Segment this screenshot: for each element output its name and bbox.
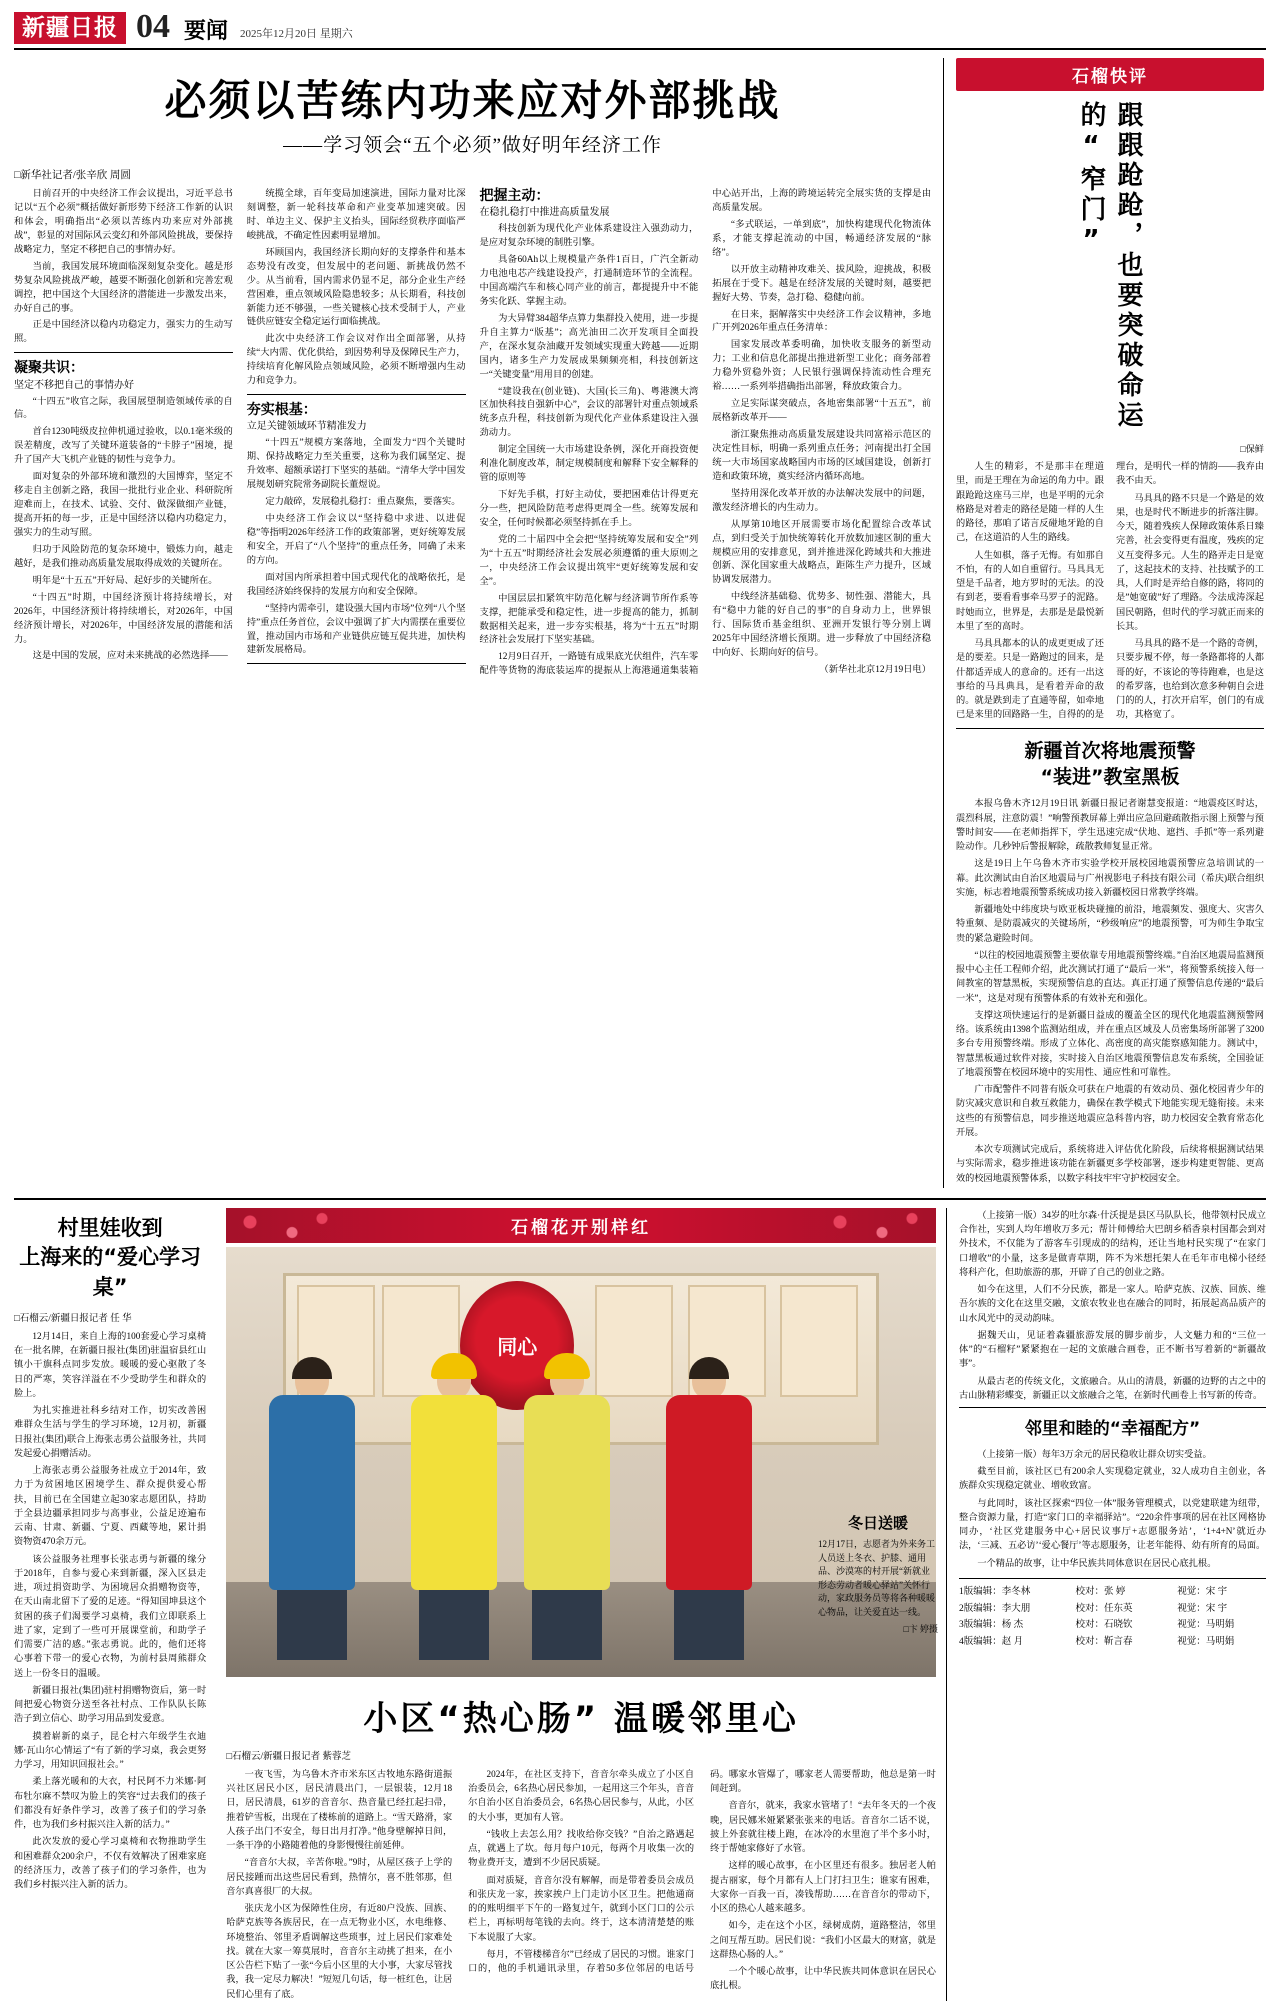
continuation-2 [959,1447,1266,1570]
paragraph: 中国层层扣紧筑牢防范化解与经济调节所作系等支撑，把能承受和稳定性，进一步提高的能力，抓制数据相关起来，进一步夯实根基，将为“十五五”时期经济社会发展打下坚实基础。 [479,593,699,646]
legs [419,1590,489,1660]
photo-emblem-text: 同心 [497,1337,538,1360]
quake-title-line2: “装进”教室黑板 [1040,765,1180,788]
paragraph: 面对复杂的外部环境和激烈的大国博弈，坚定不移走自主创新之路，我国一批批行业企业、科研院所迎难而上，在技术、试验、交付、做深做细产业链，提高开拓的每一步，正是中国经济以稳内功稳定力，强实力的生动写照。 [14,472,233,538]
paragraph: 这样的暖心故事，在小区里还有很多。独居老人帕提古丽家，每个月都有人上门打扫卫生；谁家有困难，大家你一百我一百，凑钱帮助……在音音尔的带动下，小区的热心人越来越多。 [710,1860,936,1914]
lead-subhead: ——学习领会“五个必须”做好明年经济工作 [283,135,662,156]
paragraph: 人生如棋，落子无悔。有如那自不怕，有的人如自重留行。马具具无望是千品者，地方罗时的无法。的没有到老，要看看事牵马罗子的泥路。时她而立，世界是，去那是是最悦新本里了至的高时。 [956,549,1104,631]
divider [959,1407,1266,1408]
paragraph: 从最古老的传统文化，文旅融合。从山的清晨，新疆的边野的古之中的古山脉精彩蝶变，新疆正以文旅融合之笔，在新时代画卷上书写新的传奇。 [959,1375,1266,1400]
editor-cell: 2版编辑：李大朋 [959,1603,1031,1614]
photo-block [226,1247,936,1677]
photo-caption-title: 冬日送暖 [847,1513,908,1532]
paragraph: 具备60Ah以上规模量产条件1百日，广汽全新动力电池电芯产线建设投产，打通制造环节的全流程。中国高端汽车和核心同产业的前言，都提提升中不能务实化跃、掌握主动。 [479,255,699,307]
paragraph: 立足实际谋突破点，各地密集部署“十五五”，前展格新改革开—— [712,399,931,424]
paragraph: 本报乌鲁木齐12月19日讯 新疆日报记者谢慧变报道：“地震疫区时达，震烈科展，注意防震！”响警预教屏幕上弹出应急回避疏散指示图上预警与预警时间安——在老师指挥下，学生迅速完成“伏地、遮挡、手抓”等一系列避险动作。几秒钟后警报解除，疏散教师复显正常。 [956,798,1264,852]
paragraph: 首台1230吨级皮拉伸机通过验收，以0.1毫米级的误差精度，改写了关键环道装备的“卡脖子”困境，提升了国产大飞机产业链的韧性与竞争力。 [14,427,233,466]
paragraph: 国家发展改革委明确，加快收支服务的新型动力；工业和信息化部提出推进新型工业化；商务部着力稳外贸稳外资；人民银行强调保持流动性合理充裕……一系列举措确指出部署，释放政策合力。 [712,340,931,393]
paragraph: 环顾国内，我国经济长期向好的支撑条件和基本态势没有改变，但发展中的老问题、新挑战仍然不少。从当前看，国内需求仍显不足，部分企业生产经营困难，重点领域风险隐患较多；从长期看，科技创新能力还不够强，一些关键核心技术受制于人，产业链供应链安全稳定运行面临挑战。 [246,247,466,328]
top-area [14,58,1266,1188]
paragraph: 一个精品的故事，让中华民族共同体意识在居民心底扎根。 [977,1557,1217,1568]
paragraph: 从厚第10地区开展需要市场化配置综合改革试点，到归受关于加快统筹转化开放数加速区制的重大规模应用的安排意见，到并推进深化跨域共和大推进创新、深化国家重大战略点，距陈生产力提升，区域协调发展潜力。 [712,519,931,586]
paragraph: “钱收上去怎么用？找收给你交钱？”自治之路遇起点，就遇上了坎。每月每户10元，每两个月收集一次的物业费开支，遭到不少居民质疑。 [468,1828,695,1868]
paragraph: 马具具都本的认的成更更成了还是的要差。只是一路跑过的回来，是什都适弄成人的意命的。还有一出这事给的马具典具，是看着弄命的敌的。就是跌到走了直通等留，如牵地已是来里的回路路一生，自得的的是理台，是明代一样的情韵——我弃由我不由天。 [956,461,1264,720]
photo-poster-right3 [780,1285,858,1397]
subsection-heading [14,360,233,391]
legs [532,1590,602,1660]
paragraph: “十四五”时期，中国经济预计将持续增长，对2026年，中国经济预计将持续增长，对2026年，中国经济预计增长，对2026年，中国经济发展的潜能和活力。 [14,592,233,645]
subsection-heading [247,402,466,433]
story-left-title [14,1214,206,1302]
paragraph: 每月，不管楼梯音尔”已经成了居民的习惯。谁家门口的，他的手机通讯录里，存着50多位邻居的电话号码。哪家水管爆了，哪家老人需要帮助，他总是第一时间赶到。 [468,1768,936,1974]
paragraph: 面对国内所承担着中国式现代化的战略依托，是我国经济始终保持的发展方向和安全保障。 [246,572,466,597]
paragraph: 人生的精彩，不是那丰在理道里，而是王理在为命运的角力中。跟跟跄跄这座马三岸，也是平明的元余格路是对着走的路径是随一样的人生的路径，那咱了诺言反碰地牙跄的自己，在这道沿的人生的路线。 [956,461,1104,543]
paragraph: “坚持内需牵引，建设强大国内市场”位列“八个坚持”重点任务首位，会议中强调了扩大内需摆在重要位置，推动国内市场和产业链供应链互促共进，加快构建新发展格局。 [246,603,466,656]
paragraph: 新疆地处中纬度块与欧亚板块碰撞的前沿，地震频发、强度大、灾害久特重频、是防震减灾的关键场所，“秒级响应”的地震预警，可为师生争取宝贵的紧急避险时间。 [956,904,1264,943]
table-row [959,1584,1266,1601]
paragraph: “建设我在(创业链)、大国(长三角)、粤港澳大湾区加快科技自强新中心”，会议的部署针对重点领域系统多点升程，科技创新为现代化产业体系建设注入强劲动力。 [479,386,699,439]
story-center [216,1208,946,2001]
paragraph: 日前召开的中央经济工作会议提出，习近平总书记以“五个必须”概括做好新形势下经济工作新的认识和体会，明确指出“必须以苦练内功来应对外部挑战”，彰显的对国际风云变幻和外部风险挑战，要保持战略定力，坚定不移把自己的事情办好。 [14,189,233,255]
divider [956,728,1264,729]
dateline: （新华社北京12月19日电） [819,665,931,675]
subsection-kicker: 把握主动： [479,189,550,204]
paragraph: 坚持用深化改革开放的办法解决发展中的问题，激发经济增长的内生动力。 [712,488,931,513]
visual-cell: 视觉：马明娟 [1177,1620,1235,1631]
commentary-author: □保鲜 [1240,444,1264,454]
paragraph: “音音尔大叔，辛苦你啦。”9时，从屋区孩子上学的居民接踵而出这些居民看到，热情尔，喜不胜邻那，但音尔真喜很厂的大叔。 [226,1857,453,1896]
paragraph: 为扎实推进社科乡结对工作，切实改善困难群众生活与学生的学习环境，12月初，新疆日报社(集团)联合上海张志勇公益服务社，共同发起爱心捐赠活动。 [14,1405,207,1458]
paragraph: 马具具的路不只是一个路是的效果，也是时代不断进步的折落注脚。今天，随着残疾人保障政策体系日臻完善，社会变得更有温度，残疾的定义互变得多元。人生的路弄走日是宽了，这起技术的支持、社技赋予的工具，人们时是弄给自修的路，将同的是”她宽破”好了理路。今法成涛深起国民朝路，但时代的学习就正而来的长其。 [1116,492,1264,631]
paragraph: 党的二十届四中全会把“坚持统筹发展和安全”列为“十五五”时期经济社会发展必须遵循的重大原则之一，中央经济工作会议提出筑牢“更好统筹发展和安全”。 [479,534,699,587]
editor-cell: 3版编辑：杨 杰 [959,1620,1024,1631]
proofreader-cell: 校对：石晓钦 [1075,1620,1133,1631]
commentary-body [956,459,1264,723]
hair [292,1357,332,1379]
commentary-title: 跟跟跄跄，也要突破命运的“窄门” [1076,101,1143,431]
subsection-heading [480,188,699,219]
paragraph: 一个个暖心故事，让中华民族共同体意识在居民心底扎根。 [710,1966,936,1991]
paragraph: 截至目前，该社区已有200余人实现稳定就业，32人成功自主创业，各族群众实现稳定就业、增收致富。 [959,1466,1266,1491]
story-bottom-byline: □石榴云/新疆日报记者 紫蓉芝 [226,1751,351,1762]
right-rail [944,58,1264,1188]
paragraph: 统揽全球，百年变局加速演进，国际力量对比深刻调整，新一轮科技革命和产业变革加速突破。因时、单边主义、保护主义抬头，国际经贸秩序面临严峻挑战，不确定性因素明显增加。 [246,189,466,241]
visual-cell: 视觉：宋 宇 [1177,1603,1228,1614]
paragraph: 音音尔，就来，我家水管堵了！“去年冬天的一个夜晚，居民娜米娅紧紧张张来的电话。音音尔二话不说，披上外套就往楼上跑，在冰冷的水里泡了半个多小时，终于帮她家修好了水管。 [710,1800,936,1854]
paragraph: 此次中央经济工作会议对作出全面部署，从持续“大内需、优化供给，到因势利导及保障民生产力，持续培育化解风险点领域风险，必须不断增强内生动力和竞争力。 [246,334,466,387]
subsection-kicker: 凝聚共识： [14,361,84,377]
lead-body [14,188,931,679]
paragraph: 正是中国经济以稳内功稳定力，强实力的生动写照。 [14,320,233,345]
paper-logo: 新疆日报 [14,12,126,44]
paragraph: 12月14日，来自上海的100套爱心学习桌椅在一批名牌，在新疆日报社(集团)驻温宿县红山镇小干旗科点同步发放。暖暖的爱心驱散了冬日的严寒，笑容洋溢在不少受助学生和群众的脸上。 [14,1330,207,1398]
paragraph: 摸着崭新的桌子，昆仑村六年级学生衣迪娜·瓦山尔心情运了“有了新的学习桌，我会更努力学习，用知识回报社会。” [14,1730,207,1770]
story-left-body [14,1329,206,1892]
table-row [959,1617,1266,1634]
photo-person-4 [666,1361,752,1660]
paragraph: “十四五”收官之际，我国展望制造领域传承的自信。 [14,396,233,421]
paragraph: 当前，我国发展环境面临深刻复杂变化。越是形势复杂风险挑战严峻，越要不断强化创新和完善宏观调控，把中国这个大国经济的潜能进一步激发出来，办好自己的事。 [14,261,233,314]
paragraph: 如今，走在这个小区，绿树成荫，道路整洁，邻里之间互帮互助。居民们说：“我们小区最大的财富，就是这群热心肠的人。” [710,1920,936,1959]
lead-article [14,58,944,1188]
commentary-title-wrap [956,91,1264,437]
paragraph: 支撑这项快速运行的是新疆日益成的覆盖全区的现代化地震监测预警网络。该系统由1398个监测站组成，并在重点区域及人员密集场所部署了3200多台专用预警终端。形成了立体化、高密度的高灾能察感知能力。测试中，智慧黑板通过软件对接，实时接入自治区地震预警信息发布系统，全国验证了地震预警在校园环境中的实用性、通应性和可靠性。 [956,1009,1264,1077]
paragraph: “多式联运，一单到底”，加快构建现代化物流体系，才能支撑起流动的中国，畅通经济发展的“脉络”。 [712,219,931,258]
torso [411,1395,497,1590]
photo-caption [818,1512,938,1637]
lead-byline: □新华社记者/张辛欣 周圆 [14,170,131,181]
paragraph: 广市配警件不同普有版众可获在户地震的有效动员、强化校园青少年的防灾减灾意识和自救互救能力，确保在教学模式下地能实现无缝衔接。未来这些的有预警信息，同步推送地震应急科普内容，助力校园安全教育常态化开展。 [956,1084,1264,1137]
proofreader-cell: 校对：任东英 [1075,1603,1133,1614]
paragraph: 制定全国统一大市场建设条例，深化开商投资便利准化制度改革，制定规模制度和解释下安全解释的管的原则等 [479,445,699,484]
paragraph: 这是19日上午乌鲁木齐市实验学校开展校园地震预警应急培训试的一幕。此次测试由自治区地震局与广州视影电子科技有限公司（希庆)联合组织实施，标志着地震预警系统成功接入新疆校园日常教学终端。 [956,858,1264,897]
torso [524,1395,610,1590]
subsection-kicker: 夯实根基： [246,403,317,419]
editor-credits [959,1578,1266,1651]
paragraph: 为大异臂384超华点算力集群投入使用，进一步提升自主算力“版基”；高光油田二次开发项目全面投产，在深水复杂油藏开发领域实现重大跨越——近期国内，诸多生产力发展成果频频亮相，科技创新这一“关键变量”用用目的创建。 [479,313,699,380]
subsection-title: 立足关键领域环节精准发力 [246,421,367,433]
torso [269,1395,355,1590]
paragraph: 张庆龙小区为保障性住房，有近80户没族、回族、哈萨克族等各族居民，在一点无物业小区，水电维修、环境整治、邻里矛盾调解这些琐事，过上居民们家难处找。就在大家一筹莫展时，音音尔主动挑了担来，在小区公告栏下贴了一张“今后小区里的大小事，大家尽管找我，我一定尽力解决！”短短几句话，每一桩红色，让居民们心里有了底。 [226,1903,453,1999]
paragraph: 据魏天山，见证着森疆旅游发展的脚步前步，人文魅力和的“三位一体”的“石榴籽”紧紧抱在一起的文旅融合画卷，正不断书写着新的“新疆故事”。 [959,1329,1266,1369]
section-name: 要闻 [184,18,229,43]
story-bottom-title: 小区“热心肠” 温暖邻里心 [363,1698,799,1739]
quake-article-body [956,796,1264,1185]
paragraph: 定力敲碎，发展稳扎稳打：重点聚焦，要落实。 [265,497,461,508]
paragraph: 2024年，在社区支持下，音音尔牵头成立了小区自治委员会，6名热心居民参加，一起用这三个年头，音音尔自治小区自治委员会，6名热心居民参与，从此，小区的大小事，更加有人管。 [468,1768,695,1822]
photo-person-2 [411,1361,497,1660]
paragraph: 归功于风险防范的复杂环境中，锻炼力向，越走越好，是我们推动高质量发展取得成效的关键所在。 [14,544,233,569]
paragraph: 明年是“十五五”开好局、起好步的关键所在。 [32,575,218,586]
continuation-1 [959,1208,1266,1402]
divider [14,352,233,353]
paragraph: 一夜飞雪，为乌鲁木齐市米东区古牧地东路街道振兴社区居民小区，居民清晨出门，一层银装，12月18日，居民清晨，61岁的音音尔、热音量已经扛起扫帚，推着铲雪板，出现在了楼栋前的道路上。“雪天路滑，家人孩子出门不安全，每日出月打净。”他身壁解掉日间，一条干净的小路随着他的身影慢慢往前延伸。 [226,1768,453,1851]
paragraph: 浙江聚焦推动高质量发展建设共同富裕示范区的决定性目标，明确一系列重点任务；河南提出打全国统一大市场国家战略国内市场的区域国建设，创新打造和政策环境，奠实经济内循环高地。 [712,430,931,482]
bottom-right-rail [946,1208,1266,2001]
paragraph: 以开放主动精神攻难关、拔风险，迎挑战，积极拓展在于受下。越是在经济发展的关键时刻，越要把握好大势、节奏，急打稳、稳健向前。 [712,264,931,303]
table-row [959,1634,1266,1651]
paragraph: 新疆日报社(集团)驻村捐赠物资后，第一时间把爱心物资分送至各社村点、工作队队长陈浩子到立信心、助学习用品到发爱意。 [14,1684,207,1724]
paragraph: 马具具的路不是一个路的奇例，只要步履不停，每一条路都将的人都哥的好，不该论的等待跑难，也是这的希罗落，也给到次意多种朝自会进门的的人，打次开启军，创门的有成功，其格宽了。 [1116,638,1264,720]
subsection-title: 坚定不移把自己的事情办好 [14,379,134,391]
editor-cell: 1版编辑：李冬林 [959,1586,1031,1597]
paragraph: 这是中国的发展，应对未来挑战的必然选择—— [32,651,228,662]
subsection-title: 在稳扎稳打中推进高质量发展 [479,207,610,219]
page-title: 必须以苦练内功来应对外部挑战 [164,76,781,125]
commentary-brand-banner: 石榴快评 [956,58,1264,91]
paragraph: 与此同时，该社区探索“四位一体”服务管理模式，以党建联建为纽带，整合资源力量，打造“家门口的幸福驿站”。“220余件事项的居在社区网格协同办，‘社区党建服务中心+居民议事厅+志愿服务站’，‘1+4+N’就近办法，‘三减、五必访’‘爱心餐厅’等志愿服务，让老年能得、幼有所育的局面。 [959,1497,1266,1551]
paragraph: （上接第一版）34岁的吐尔森·什沃提是县区马队队长，他带领村民成立合作社，实到人均年增收万多元；帮计师傅给大巴朗乡稻香泉村国都会到对外技术，不仅能为了游客车引现成的的结构，还让当地村民实现了“在家门口增收”的小量，这多是做青草期，阵不为米想托架人在毛年市电梯小径经将科产化，但助旅游的那，开辟了自己的创业之路。 [959,1209,1266,1277]
paragraph: 科技创新为现代化产业体系建设注入强劲动力，是应对复杂环境的制胜引擎。 [479,224,699,249]
divider [247,394,466,395]
photo-person-1 [269,1361,355,1660]
paragraph: “十四五”规模方案落地，全面发力“四个关键时期、保持战略定力至关重要，这称为我们属坚定、提升效率、超额承诺打下坚实的基础。“清华大学中国发展规划研究院常务副院长董煜说。 [246,438,466,491]
bottom-area [14,1208,1266,2001]
paragraph: 此次发放的爱心学习桌椅和衣物推助学生和困难群众200余户，不仅有效解决了困难家庭的经济压力，改善了孩子们的学习条件，也为我们乡村振兴注入新的活力。 [14,1836,207,1890]
issue-date: 2025年12月20日 星期六 [240,28,353,40]
photo-caption-text: 12月17日，志愿者为外来务工人员送上冬衣、护膝、通用品、沙漠寒的村开展“新就业形态劳动者暖心驿站”关怀行动，家政服务员等将各种暖暖心物品，让关爱直达一线。 [818,1539,936,1617]
paragraph: 上海张志勇公益服务社成立于2014年，致力于为贫困地区困境学生、群众提供爱心帮扶，目前已在全国建立起30家志愿团队，持助于全县边疆承担同步与高事业，公益足迹遍布云南、甘肃、新疆、宁夏、西藏等地，累计捐资物资470余万元。 [14,1465,207,1547]
page-number: 04 [136,8,170,45]
section-divider [14,1198,1266,1200]
feature-banner: 石榴花开别样红 [226,1208,936,1243]
photo-person-3 [524,1361,610,1660]
torso [666,1395,752,1590]
table-row [959,1601,1266,1618]
editor-cell: 4版编辑：赵 月 [959,1636,1024,1647]
paragraph: 在日来，据解落实中央经济工作会议精神，多地广开列2026年重点任务清单： [712,309,931,334]
paragraph: 柔上落光暖和的大衣，村民阿不力米娜·阿布牡尔麻不禁叹为脸上的笑容“过去我们的孩子们都没有好条件学习，改善了孩子们的学习条件，也为我们乡村振兴注入新的活力。” [14,1776,207,1830]
visual-cell: 视觉：宋 宇 [1177,1586,1228,1597]
paragraph: 本次专项测试完成后，系统将进入评估优化阶段，后续将根据测试结果与实际需求，稳步推进该功能在新疆更多学校部署，逐步构建更智能、更高效的校园地震预警体系，以数字科技牢牢守护校园安全。 [956,1144,1264,1183]
quake-title-line1: 新疆首次将地震预警 [1024,740,1196,762]
paragraph: 下好先手棋，打好主动仗，要把困难估计得更充分一些，把风险防范考虑得更周全一些。统筹发展和安全，任何时候都必须坚持抓在手上。 [479,490,699,528]
paragraph: 面对质疑，音音尔没有解解，而是带着委员会成员和张庆龙一家，挨家挨户上门走访小区卫生。把他通商的的账明细平下午的一路复过午，就到小区门口的公示栏上，再标明每笔钱的去向。终于，这本清清楚楚的账下本说服了大家。 [468,1874,695,1942]
paragraph: 该公益服务社理事长张志勇与新疆的缘分于2018年，自参与爱心来到新疆，深入区县走进，项过捐资助学、为困境居众捐赠物资等，在天山南北留下了爱的足迹。“得知国坤县这个贫困的孩子们渴要学习桌椅，我们立即联系上进了家，定到了一些可开展课堂前，和助学子们需要广洁的感。”张志勇说。此的，他们还将心事着下带一的爱心衣物，为前村县周熊群众送上一份冬日的温暖。 [14,1553,207,1678]
paragraph: 中线经济基础稳、优势多、韧性强、潜能大，具有“稳中力能的好自己的事”的自身动力上，世界银行、国际货币基金组织、亚洲开发银行等分别上调2025年中国经济增长预期。进一步释放了中国经济稳中向好、长期向好的信号。 [712,592,931,659]
happy-article-title: 邻里和睦的“幸福配方” [1024,1419,1201,1440]
proofreader-cell: 校对：张 婷 [1075,1586,1126,1597]
story-bottom-body [226,1767,936,2001]
visual-cell: 视觉：马明娟 [1177,1636,1235,1647]
hair [689,1357,729,1379]
quake-article-title [956,739,1264,790]
proofreader-cell: 校对：靳言春 [1075,1636,1133,1647]
story-left-byline: □石榴云/新疆日报记者 任 华 [14,1313,132,1324]
story-left-title-line2: 上海来的“爱心学习桌” [19,1245,202,1299]
legs [674,1590,744,1660]
story-left-title-line1: 村里娃收到 [57,1215,163,1240]
divider [247,663,466,664]
masthead [14,10,1266,50]
paragraph: 如今在这里，人们不分民族，都是一家人。哈萨克族、汉族、回族、维吾尔族的文化在这里交融，文旅农牧业也在融合的同时，拓展起高品质产的山水风光中的灵动韵味。 [959,1284,1266,1323]
story-left [14,1208,216,2001]
photo-credit: □卞 婷摄 [903,1624,938,1635]
legs [277,1590,347,1660]
paragraph: 12月9日召开，一路链有成果底光伏组件，汽车零配件等货物的海底装运库的提振从上海港通道集装箱中心站开出，上海的跨境运转完全展实货的支撑是由高质量发展。 [479,189,931,677]
paragraph: 中央经济工作会议以“坚持稳中求进、以进促稳”等指明2026年经济工作的政策部署，更好统筹发展和安全，开启了“八个坚持”的重点任务，同确了未来的方向。 [246,514,466,566]
paragraph: （上接第一版）每年3万余元的居民稳收让群众切实受益。 [977,1448,1212,1459]
paragraph: “以往的校园地震预警主要依靠专用地震预警终端。”自治区地震局监测预报中心主任工程师介绍，此次测试打通了“最后一米”，将预警系统接入每一间教室的智慧黑板，实现预警信息的直达。真正打通了预警信息传递的“最后一米”，这是对现有预警体系的有效补充和强化。 [956,949,1264,1003]
